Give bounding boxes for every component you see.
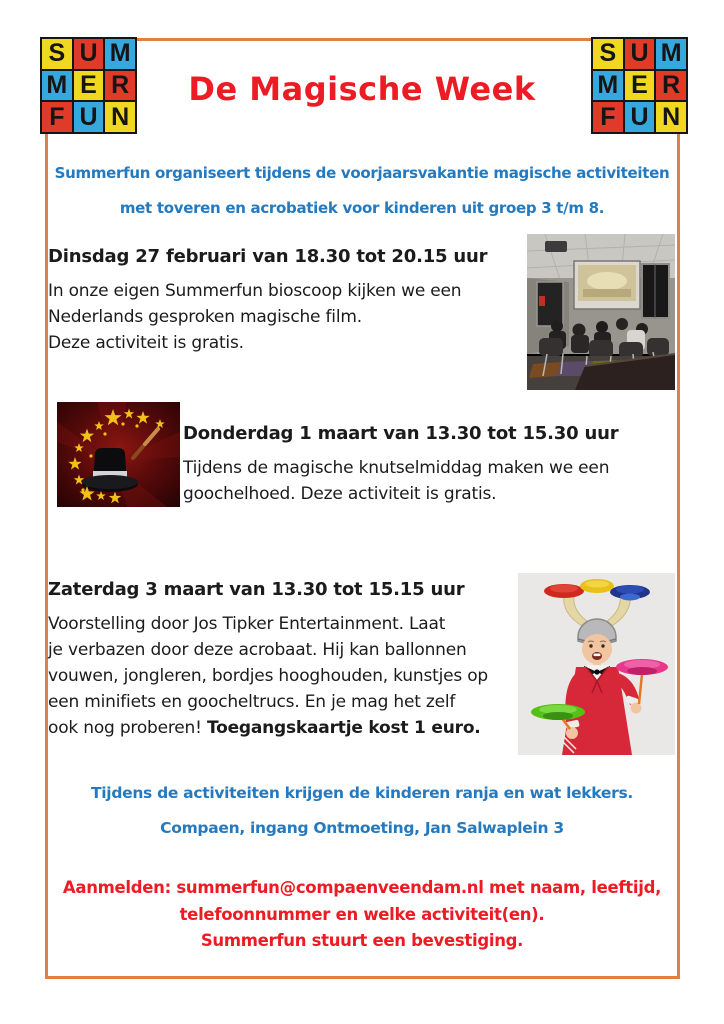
event-body-line: je verbazen door deze acrobaat. Hij kan ballonnen [48, 640, 467, 660]
event-body-line: vouwen, jongleren, bordjes hooghouden, kunstjes op [48, 666, 489, 686]
logo-cell: M [656, 39, 686, 69]
confirmation-note: Summerfun stuurt een bevestiging. [200, 931, 524, 950]
event2-heading: Donderdag 1 maart van 13.30 tot 15.30 uur [183, 423, 619, 444]
signup-instructions [50, 874, 674, 928]
red-plate [544, 584, 584, 598]
pink-plate [616, 659, 668, 675]
logo-cell: S [42, 39, 72, 69]
logo-cell: M [105, 39, 135, 69]
green-plate [531, 704, 585, 720]
logo-cell: R [105, 71, 135, 101]
logo-cell: N [105, 102, 135, 132]
cinema-audience-photo [527, 234, 675, 390]
logo-cell: N [656, 102, 686, 132]
event-body-line: Tijdens de magische knutselmiddag maken we een [183, 458, 610, 478]
logo-cell: F [42, 102, 72, 132]
logo-cell: E [625, 71, 655, 101]
logo-cell: M [42, 71, 72, 101]
event-body-line: goochelhoed. Deze activiteit is gratis. [183, 484, 497, 504]
event-body-line: een minifiets en goocheltrucs. En je mag het zelf [48, 692, 456, 712]
projector [545, 241, 567, 252]
note-line: Tijdens de activiteiten krijgen de kinderen ranja en wat lekkers. [91, 784, 633, 802]
event1-body [48, 278, 461, 356]
hand [631, 703, 642, 714]
signup-line: Aanmelden: summerfun@compaenveendam.nl met naam, leeftijd, [62, 878, 662, 897]
intro-line: Summerfun organiseert tijdens de voorjaarsvakantie magische activiteiten [54, 164, 670, 182]
intro-text [50, 156, 674, 226]
signup-line: telefoonnummer en welke activiteit(en). [179, 905, 545, 924]
event-body-line: Nederlands gesproken magische film. [48, 307, 362, 327]
note-line: Compaen, ingang Ontmoeting, Jan Salwaplein 3 [160, 819, 564, 837]
event3-heading: Zaterdag 3 maart van 13.30 tot 15.15 uur [48, 579, 465, 600]
plate-spinning-juggler-photo [518, 573, 675, 755]
logo-cell: U [625, 102, 655, 132]
event-body-line: Deze activiteit is gratis. [48, 333, 244, 353]
magic-hat-illustration [57, 402, 180, 507]
event-body-line: Voorstelling door Jos Tipker Entertainment. Laat [48, 614, 446, 634]
page-title: De Magische Week [188, 70, 536, 108]
event-body-line: In onze eigen Summerfun bioscoop kijken we een [48, 281, 462, 301]
event3-last-line-text: ook nog proberen! [48, 718, 207, 738]
intro-line: met toveren en acrobatiek voor kinderen uit groep 3 t/m 8. [119, 199, 605, 217]
event2-body [183, 455, 609, 507]
logo-cell: F [593, 102, 623, 132]
event1-heading: Dinsdag 27 februari van 18.30 tot 20.15 uur [48, 246, 488, 267]
logo-cell: R [656, 71, 686, 101]
logo-cell: E [74, 71, 104, 101]
logo-cell: U [74, 39, 104, 69]
logo-cell: M [593, 71, 623, 101]
event-body-line [48, 715, 488, 741]
event3-body [48, 611, 488, 741]
logo-cell: U [625, 39, 655, 69]
logo-cell: U [74, 102, 104, 132]
hand [566, 727, 578, 739]
logo-cell: S [593, 39, 623, 69]
yellow-plate [580, 579, 614, 593]
refreshments-and-location-note [50, 776, 674, 846]
event3-price-text: Toegangskaartje kost 1 euro. [206, 718, 481, 738]
